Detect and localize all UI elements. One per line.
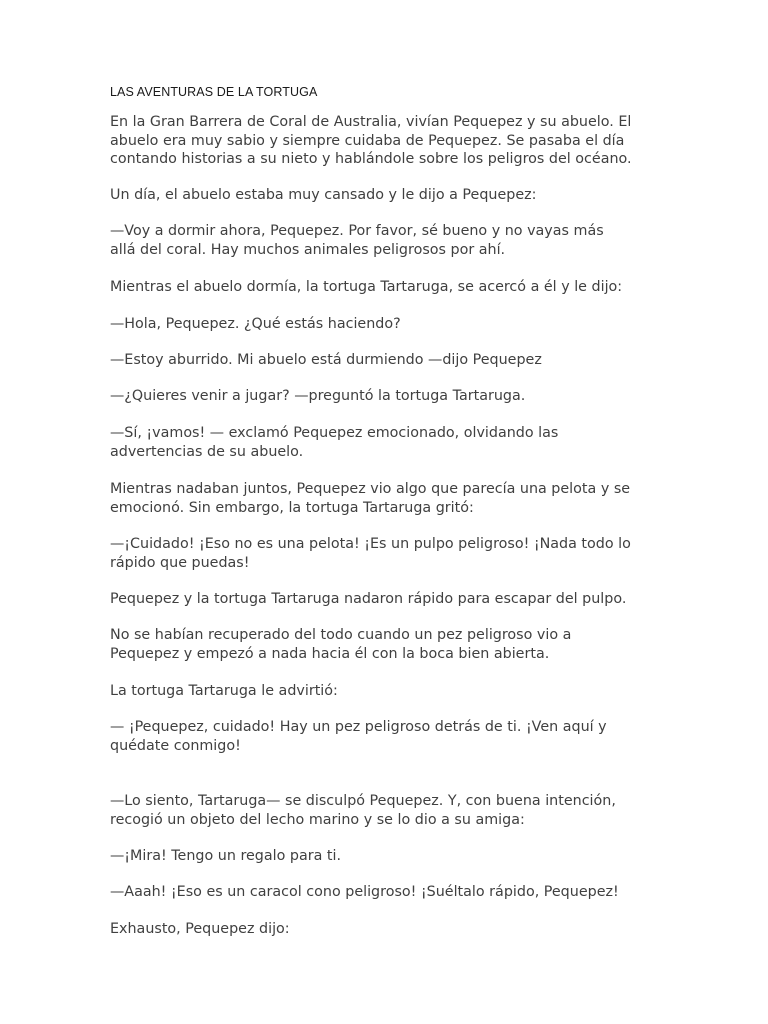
text-line: rápido que puedas! — [110, 554, 250, 571]
paragraph — [110, 222, 670, 259]
paragraph — [110, 590, 670, 609]
paragraph — [110, 113, 670, 169]
paragraph — [110, 682, 670, 701]
paragraph — [110, 626, 670, 663]
text-line: —Voy a dormir ahora, Pequepez. Por favor, sé bueno y no vayas más — [110, 223, 604, 239]
text-line: —Hola, Pequepez. ¿Qué estás haciendo? — [110, 316, 401, 332]
text-line: Mientras nadaban juntos, Pequepez vio algo que parecía una pelota y se — [110, 481, 631, 497]
text-line: —¿Quieres venir a jugar? —preguntó la tortuga Tartaruga. — [110, 388, 526, 404]
paragraph — [110, 920, 670, 939]
paragraph — [110, 535, 670, 572]
document-title: LAS AVENTURAS DE LA TORTUGA — [110, 85, 318, 99]
text-line: —¡Cuidado! ¡Eso no es una pelota! ¡Es un pulpo peligroso! ¡Nada todo lo — [110, 536, 631, 552]
paragraph — [110, 792, 670, 829]
paragraph — [110, 351, 670, 370]
text-line: recogió un objeto del lecho marino y se lo dio a su amiga: — [110, 811, 525, 828]
text-line: Pequepez y la tortuga Tartaruga nadaron rápido para escapar del pulpo. — [110, 591, 627, 607]
text-line: emocionó. Sin embargo, la tortuga Tartaruga gritó: — [110, 499, 474, 516]
paragraph — [110, 278, 670, 297]
text-line: —Lo siento, Tartaruga— se disculpó Pequepez. Y, con buena intención, — [110, 793, 616, 809]
paragraph — [110, 718, 670, 755]
paragraph — [110, 424, 670, 461]
text-line: advertencias de su abuelo. — [110, 443, 304, 460]
text-line: —Estoy aburrido. Mi abuelo está durmiendo —dijo Pequepez — [110, 352, 542, 368]
text-line: No se habían recuperado del todo cuando un pez peligroso vio a — [110, 627, 572, 643]
text-line: quédate conmigo! — [110, 737, 241, 754]
paragraph — [110, 883, 670, 902]
paragraph — [110, 847, 670, 866]
paragraph — [110, 480, 670, 517]
text-line: En la Gran Barrera de Coral de Australia, vivían Pequepez y su abuelo. El — [110, 114, 632, 130]
paragraph — [110, 387, 670, 406]
text-line: contando historias a su nieto y hablándole sobre los peligros del océano. — [110, 151, 632, 168]
text-line: La tortuga Tartaruga le advirtió: — [110, 683, 338, 699]
text-line: Exhausto, Pequepez dijo: — [110, 921, 290, 937]
text-line: —¡Mira! Tengo un regalo para ti. — [110, 848, 342, 864]
text-line: abuelo era muy sabio y siempre cuidaba de Pequepez. Se pasaba el día — [110, 132, 625, 149]
text-line: allá del coral. Hay muchos animales peligrosos por ahí. — [110, 241, 506, 258]
paragraph — [110, 186, 670, 205]
text-line: Mientras el abuelo dormía, la tortuga Tartaruga, se acercó a él y le dijo: — [110, 279, 623, 295]
text-line: —Sí, ¡vamos! — exclamó Pequepez emocionado, olvidando las — [110, 425, 559, 441]
text-line: Pequepez y empezó a nada hacia él con la boca bien abierta. — [110, 645, 550, 662]
text-line: —Aaah! ¡Eso es un caracol cono peligroso! ¡Suéltalo rápido, Pequepez! — [110, 884, 619, 900]
paragraph — [110, 315, 670, 334]
text-line: Un día, el abuelo estaba muy cansado y le dijo a Pequepez: — [110, 187, 537, 203]
text-line: — ¡Pequepez, cuidado! Hay un pez peligroso detrás de ti. ¡Ven aquí y — [110, 719, 607, 735]
